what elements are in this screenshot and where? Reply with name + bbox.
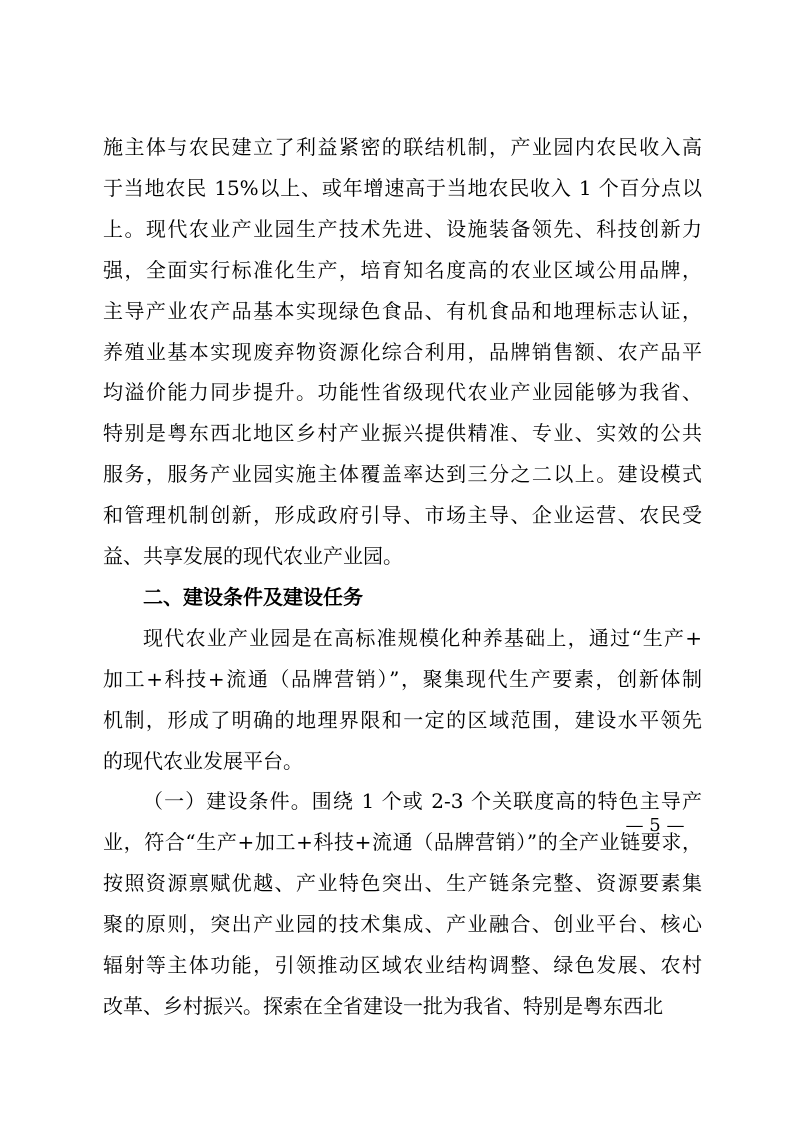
- text-line: 益、共享发展的现代农业产业园。: [103, 544, 403, 568]
- text-line: （一）建设条件。围绕 1 个或 2-3 个关联度高的特色主导产: [143, 789, 702, 813]
- text-line: 加工+科技+流通（品牌营销）”，聚集现代生产要素，创新体制: [103, 667, 702, 691]
- text-line: 机制，形成了明确的地理界限和一定的区域范围，建设水平领先: [103, 708, 702, 732]
- text-line: 现代农业产业园是在高标准规模化种养基础上，通过“生产+: [143, 626, 702, 650]
- text-line: 施主体与农民建立了利益紧密的联结机制，产业园内农民收入高: [103, 135, 702, 159]
- text-line: 聚的原则，突出产业园的技术集成、产业融合、创业平台、核心: [103, 912, 702, 936]
- text-line: 于当地农民 15%以上、或年增速高于当地农民收入 1 个百分点以: [103, 176, 702, 200]
- text-line: 特别是粤东西北地区乡村产业振兴提供精准、专业、实效的公共: [103, 421, 702, 445]
- text-line: 强，全面实行标准化生产，培育知名度高的农业区域公用品牌，: [103, 258, 702, 282]
- text-line: 养殖业基本实现废弃物资源化综合利用，品牌销售额、农产品平: [103, 340, 702, 364]
- section-heading: 二、建设条件及建设任务: [143, 585, 363, 609]
- text-line: 业，符合“生产+加工+科技+流通（品牌营销）”的全产业链要求，: [103, 830, 702, 854]
- text-line: 改革、乡村振兴。探索在全省建设一批为我省、特别是粤东西北: [103, 994, 663, 1018]
- text-line: 服务，服务产业园实施主体覆盖率达到三分之二以上。建设模式: [103, 462, 702, 486]
- text-line: 按照资源禀赋优越、产业特色突出、生产链条完整、资源要素集: [103, 871, 702, 895]
- text-line: 均溢价能力同步提升。功能性省级现代农业产业园能够为我省、: [103, 380, 702, 404]
- text-line: 上。现代农业产业园生产技术先进、设施装备领先、科技创新力: [103, 217, 702, 241]
- text-line: 主导产业农产品基本实现绿色食品、有机食品和地理标志认证，: [103, 299, 702, 323]
- page-number: — 5 —: [625, 815, 685, 836]
- text-line: 辐射等主体功能，引领推动区域农业结构调整、绿色发展、农村: [103, 953, 702, 977]
- text-line: 和管理机制创新，形成政府引导、市场主导、企业运营、农民受: [103, 503, 702, 527]
- text-line: 的现代农业发展平台。: [103, 749, 303, 773]
